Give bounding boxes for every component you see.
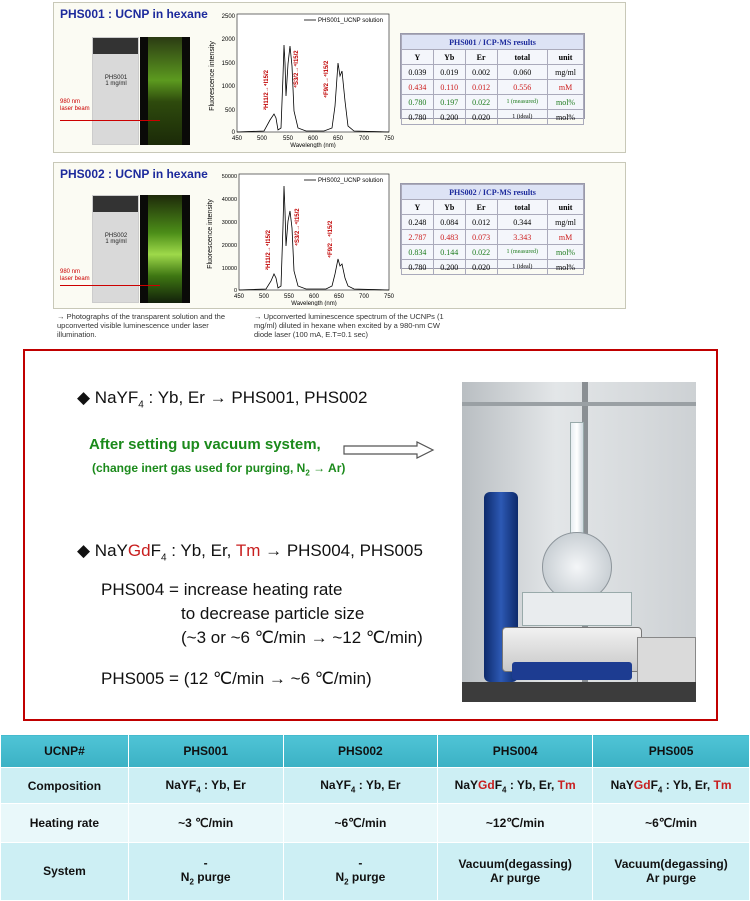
col-header: PHS002: [283, 735, 438, 768]
x-tick: 550: [282, 136, 294, 142]
legend: PHS002_UCNP solution: [318, 178, 383, 184]
x-tick: 650: [333, 294, 345, 300]
cell: ~12℃/min: [438, 804, 593, 842]
x-tick: 600: [307, 136, 319, 142]
col-header: total: [497, 200, 548, 215]
phs004-line-3: (~3 or ~6 ℃/min → ~12 ℃/min): [181, 628, 423, 647]
col-header: Er: [465, 200, 497, 215]
y-tick: 1500: [221, 61, 235, 67]
annotation: ⁴F9/2→⁴I15/2: [328, 220, 334, 258]
panel-phs002: [53, 162, 626, 309]
table-caption: PHS002 / ICP-MS results: [402, 185, 584, 200]
col-header: PHS004: [438, 735, 593, 768]
spectrum-chart: [204, 166, 399, 306]
cell: Vacuum(degassing) Ar purge: [593, 842, 750, 900]
y-tick: 500: [224, 108, 235, 114]
note-line-2: ◆ NaYGdF$_4$ : Yb, Er, Tm → PHS004, PHS005: [77, 541, 423, 564]
vial-conc: 1 mg/ml: [105, 81, 127, 87]
x-tick: 450: [231, 136, 243, 142]
cell: NaYF$_4$ : Yb, Er: [128, 768, 283, 804]
cell: ~6℃/min: [593, 804, 750, 842]
cell: NaYGdF$_4$ : Yb, Er, Tm: [438, 768, 593, 804]
panel-phs001: [53, 2, 626, 153]
x-tick: 550: [283, 294, 295, 300]
annotation: ²H11/2→⁴I15/2: [266, 230, 272, 270]
icp-table: [400, 183, 585, 272]
table-caption: PHS001 / ICP-MS results: [402, 35, 584, 50]
vial-label: PHS001: [104, 75, 128, 81]
x-tick: 700: [358, 294, 370, 300]
col-header: UCNP#: [1, 735, 129, 768]
x-tick: 500: [256, 136, 268, 142]
cell: ~6℃/min: [283, 804, 438, 842]
table-row: 0.834 0.144 0.022 1 (measured) mol%: [402, 245, 584, 260]
cell: - $N_2$ purge: [283, 842, 438, 900]
x-tick: 700: [358, 136, 370, 142]
cell: Vacuum(degassing) Ar purge: [438, 842, 593, 900]
lab-setup-photo: [462, 382, 696, 702]
table-row: [1, 804, 750, 842]
phs004-line-2: to decrease particle size: [181, 604, 365, 623]
y-tick: 0: [233, 288, 237, 294]
y-tick: 2500: [221, 14, 235, 20]
col-header: Yb: [433, 50, 465, 65]
x-axis-label: Wavelength (nm): [291, 301, 337, 306]
annotation: ⁴S3/2→⁴I15/2: [295, 208, 301, 246]
y-tick: 20000: [221, 243, 237, 249]
col-header: PHS001: [128, 735, 283, 768]
laser-label: 980 nm laser beam: [60, 269, 90, 282]
arrow-icon: [343, 441, 435, 459]
x-axis-label: Wavelength (nm): [290, 143, 336, 148]
cell: NaYF$_4$ : Yb, Er: [283, 768, 438, 804]
cell: ~3 ℃/min: [128, 804, 283, 842]
vial-photo: [54, 185, 164, 307]
x-tick: 600: [308, 294, 320, 300]
summary-table: [0, 734, 750, 901]
synthesis-notes-box: [23, 349, 718, 721]
x-tick: 750: [383, 136, 395, 142]
x-tick: 750: [383, 294, 395, 300]
vial-photo: [54, 27, 164, 149]
col-header: unit: [548, 50, 584, 65]
annotation: ²H11/2→⁴I15/2: [264, 70, 270, 110]
col-header: Y: [402, 50, 434, 65]
note-line-1: ◆ NaYF$_4$ : Yb, Er → PHS001, PHS002: [77, 388, 368, 411]
y-axis-label: Fluorescence intensity: [209, 41, 216, 111]
table-row: [1, 842, 750, 900]
row-label: Heating rate: [1, 804, 129, 842]
legend: PHS001_UCNP solution: [318, 18, 383, 24]
col-header: Er: [465, 50, 497, 65]
col-header: total: [497, 50, 548, 65]
x-tick: 500: [258, 294, 270, 300]
panel-title: PHS002 : UCNP in hexane: [60, 167, 208, 181]
annotation: ⁴S3/2→⁴I15/2: [294, 50, 300, 88]
x-tick: 450: [233, 294, 245, 300]
y-axis-label: Fluorescence intensity: [207, 199, 214, 269]
spectrum-chart: [204, 6, 399, 148]
phs004-line-1: PHS004 = increase heating rate: [101, 580, 343, 599]
y-tick: 2000: [221, 37, 235, 43]
col-header: unit: [548, 200, 584, 215]
table-row: [1, 768, 750, 804]
y-tick: 0: [231, 130, 235, 136]
table-row: 0.780 0.197 0.022 1 (measured) mol%: [402, 95, 584, 110]
vial-conc: 1 mg/ml: [105, 239, 127, 245]
y-tick: 1000: [221, 84, 235, 90]
y-tick: 10000: [221, 266, 237, 272]
panel-title: PHS001 : UCNP in hexane: [60, 7, 208, 21]
cell: - $N_2$ purge: [128, 842, 283, 900]
table-row: 0.780 0.200 0.020 1 (ideal) mol%: [402, 110, 584, 125]
table-row: 2.787 0.483 0.073 3.343 mM: [402, 230, 584, 245]
col-header: Y: [402, 200, 434, 215]
y-tick: 40000: [221, 197, 237, 203]
table-row: 0.248 0.084 0.012 0.344 mg/ml: [402, 215, 584, 230]
phs005-line: PHS005 = (12 ℃/min → ~6 ℃/min): [101, 669, 372, 688]
y-tick: 50000: [221, 174, 237, 180]
table-row: 0.039 0.019 0.002 0.060 mg/ml: [402, 65, 584, 80]
row-label: Composition: [1, 768, 129, 804]
note-green-1: After setting up vacuum system,: [89, 436, 321, 453]
annotation: ⁴F9/2→⁴I15/2: [324, 60, 330, 98]
vial-label: PHS002: [104, 233, 128, 239]
table-row: 0.434 0.110 0.012 0.556 mM: [402, 80, 584, 95]
caption-spectrum: → Upconverted luminescence spectrum of the UCNPs (1 mg/ml) diluted in hexane when excited by a 980-nm CW diode laser (100 mA, E.T=0.1 sec): [254, 312, 444, 339]
caption-photo: → Photographs of the transparent solution and the upconverted visible luminescence under laser illumination.: [57, 312, 226, 339]
col-header: PHS005: [593, 735, 750, 768]
table-row: 0.780 0.200 0.020 1 (ideal) mol%: [402, 260, 584, 275]
note-green-2: (change inert gas used for purging, $N_2 \to Ar$): [92, 461, 346, 478]
icp-table: [400, 33, 585, 122]
x-tick: 650: [332, 136, 344, 142]
cell: NaYGdF$_4$ : Yb, Er, Tm: [593, 768, 750, 804]
row-label: System: [1, 842, 129, 900]
col-header: Yb: [433, 200, 465, 215]
laser-label: 980 nm laser beam: [60, 99, 90, 112]
y-tick: 30000: [221, 220, 237, 226]
